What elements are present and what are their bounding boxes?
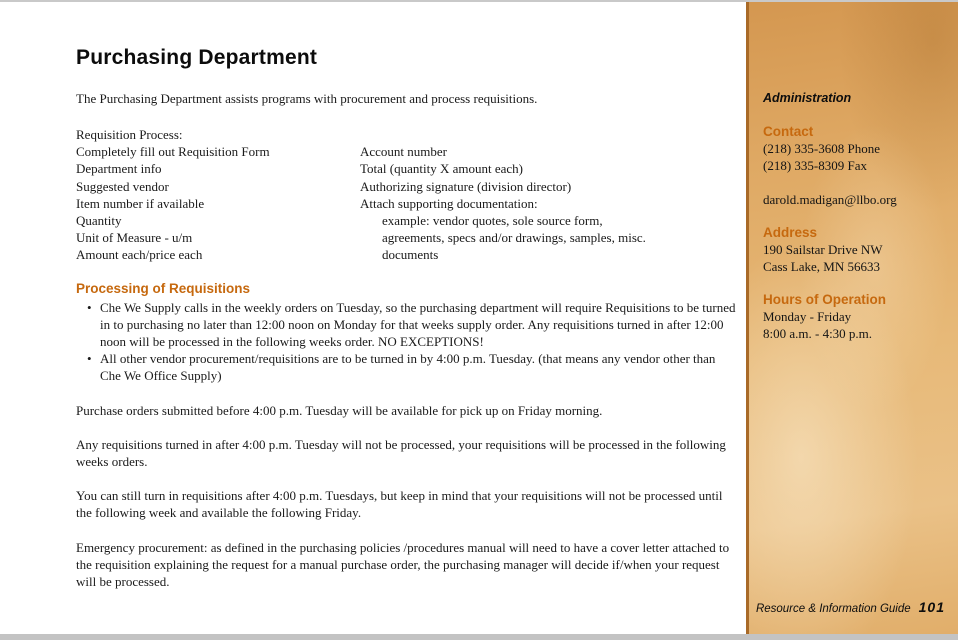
window-bottom-edge — [0, 634, 958, 640]
hours-heading: Hours of Operation — [763, 292, 887, 307]
address-line: 190 Sailstar Drive NW — [763, 242, 883, 257]
page-title: Purchasing Department — [76, 46, 318, 69]
requisition-item: Total (quantity X amount each) — [360, 161, 523, 177]
requisition-left-column — [76, 126, 360, 264]
requisition-heading: Requisition Process: — [76, 127, 183, 142]
body-paragraph: Purchase orders submitted before 4:00 p.m. Tuesday will be available for pick up on Friday morning. — [76, 402, 603, 418]
page-footer — [756, 599, 945, 617]
guide-name: Resource & Information Guide — [755, 603, 911, 615]
requisition-item: Attach supporting documentation: — [360, 195, 538, 211]
requisition-process-block — [76, 126, 738, 264]
requisition-sub-item: agreements, specs and/or drawings, samples, misc. — [382, 230, 646, 246]
sidebar-section-label: Administration — [763, 91, 852, 105]
requisition-item: Item number if available — [76, 195, 205, 211]
sidebar — [746, 2, 958, 634]
intro-paragraph: The Purchasing Department assists programs with procurement and process requisitions. — [76, 91, 538, 106]
requisition-item: Suggested vendor — [76, 178, 169, 194]
contact-heading: Contact — [763, 124, 814, 139]
processing-bullet-list — [76, 299, 738, 385]
page-content — [0, 2, 746, 590]
requisition-item: Account number — [360, 144, 448, 160]
address-line: Cass Lake, MN 56633 — [763, 259, 880, 274]
requisition-right-column — [360, 126, 646, 264]
address-heading: Address — [763, 225, 818, 240]
bullet-item: • All other vendor procurement/requisitions are to be turned in by 4:00 p.m. Tuesday. (that means any vendor other than Che We Office Supply) — [76, 350, 738, 384]
requisition-item: Unit of Measure - u/m — [76, 230, 193, 246]
requisition-item: Completely fill out Requisition Form — [76, 144, 270, 160]
requisition-sub-item: documents — [382, 247, 439, 263]
contact-phone: (218) 335-3608 Phone — [763, 141, 880, 156]
requisition-item: Department info — [76, 161, 162, 177]
sidebar-content — [749, 2, 958, 342]
body-paragraph: Emergency procurement: as defined in the purchasing policies /procedures manual will need to have a cover letter attached to the requisition explaining the request for a manual purchase order, the purchasing manager will decide if/when your request will be processed. — [76, 539, 730, 590]
body-paragraph: Any requisitions turned in after 4:00 p.m. Tuesday will not be processed, your requisitions will be processed in the following weeks orders. — [76, 436, 726, 470]
requisition-item: Authorizing signature (division director) — [360, 178, 572, 194]
requisition-item: Amount each/price each — [76, 247, 203, 263]
contact-fax: (218) 335-8309 Fax — [763, 158, 867, 173]
requisition-item: Quantity — [76, 213, 122, 229]
contact-email: darold.madigan@llbo.org — [763, 192, 897, 207]
processing-heading: Processing of Requisitions — [76, 280, 251, 296]
page-number: 101 — [918, 599, 945, 615]
bullet-item: • Che We Supply calls in the weekly orders on Tuesday, so the purchasing department will require Requisitions to be turned in to purchasing no later than 12:00 noon on Monday for that weeks supply order. Any requisitions turned in after 12:00 noon will be processed in the following weeks order. NO EXCEPTIONS! — [76, 299, 738, 351]
hours-line: Monday - Friday — [763, 309, 852, 324]
hours-line: 8:00 a.m. - 4:30 p.m. — [763, 326, 873, 341]
requisition-sub-item: example: vendor quotes, sole source form, — [382, 213, 603, 228]
main-page — [0, 2, 746, 634]
body-paragraph: You can still turn in requisitions after 4:00 p.m. Tuesdays, but keep in mind that your requisitions will not be processed until the following week and available the following Friday. — [76, 488, 723, 521]
